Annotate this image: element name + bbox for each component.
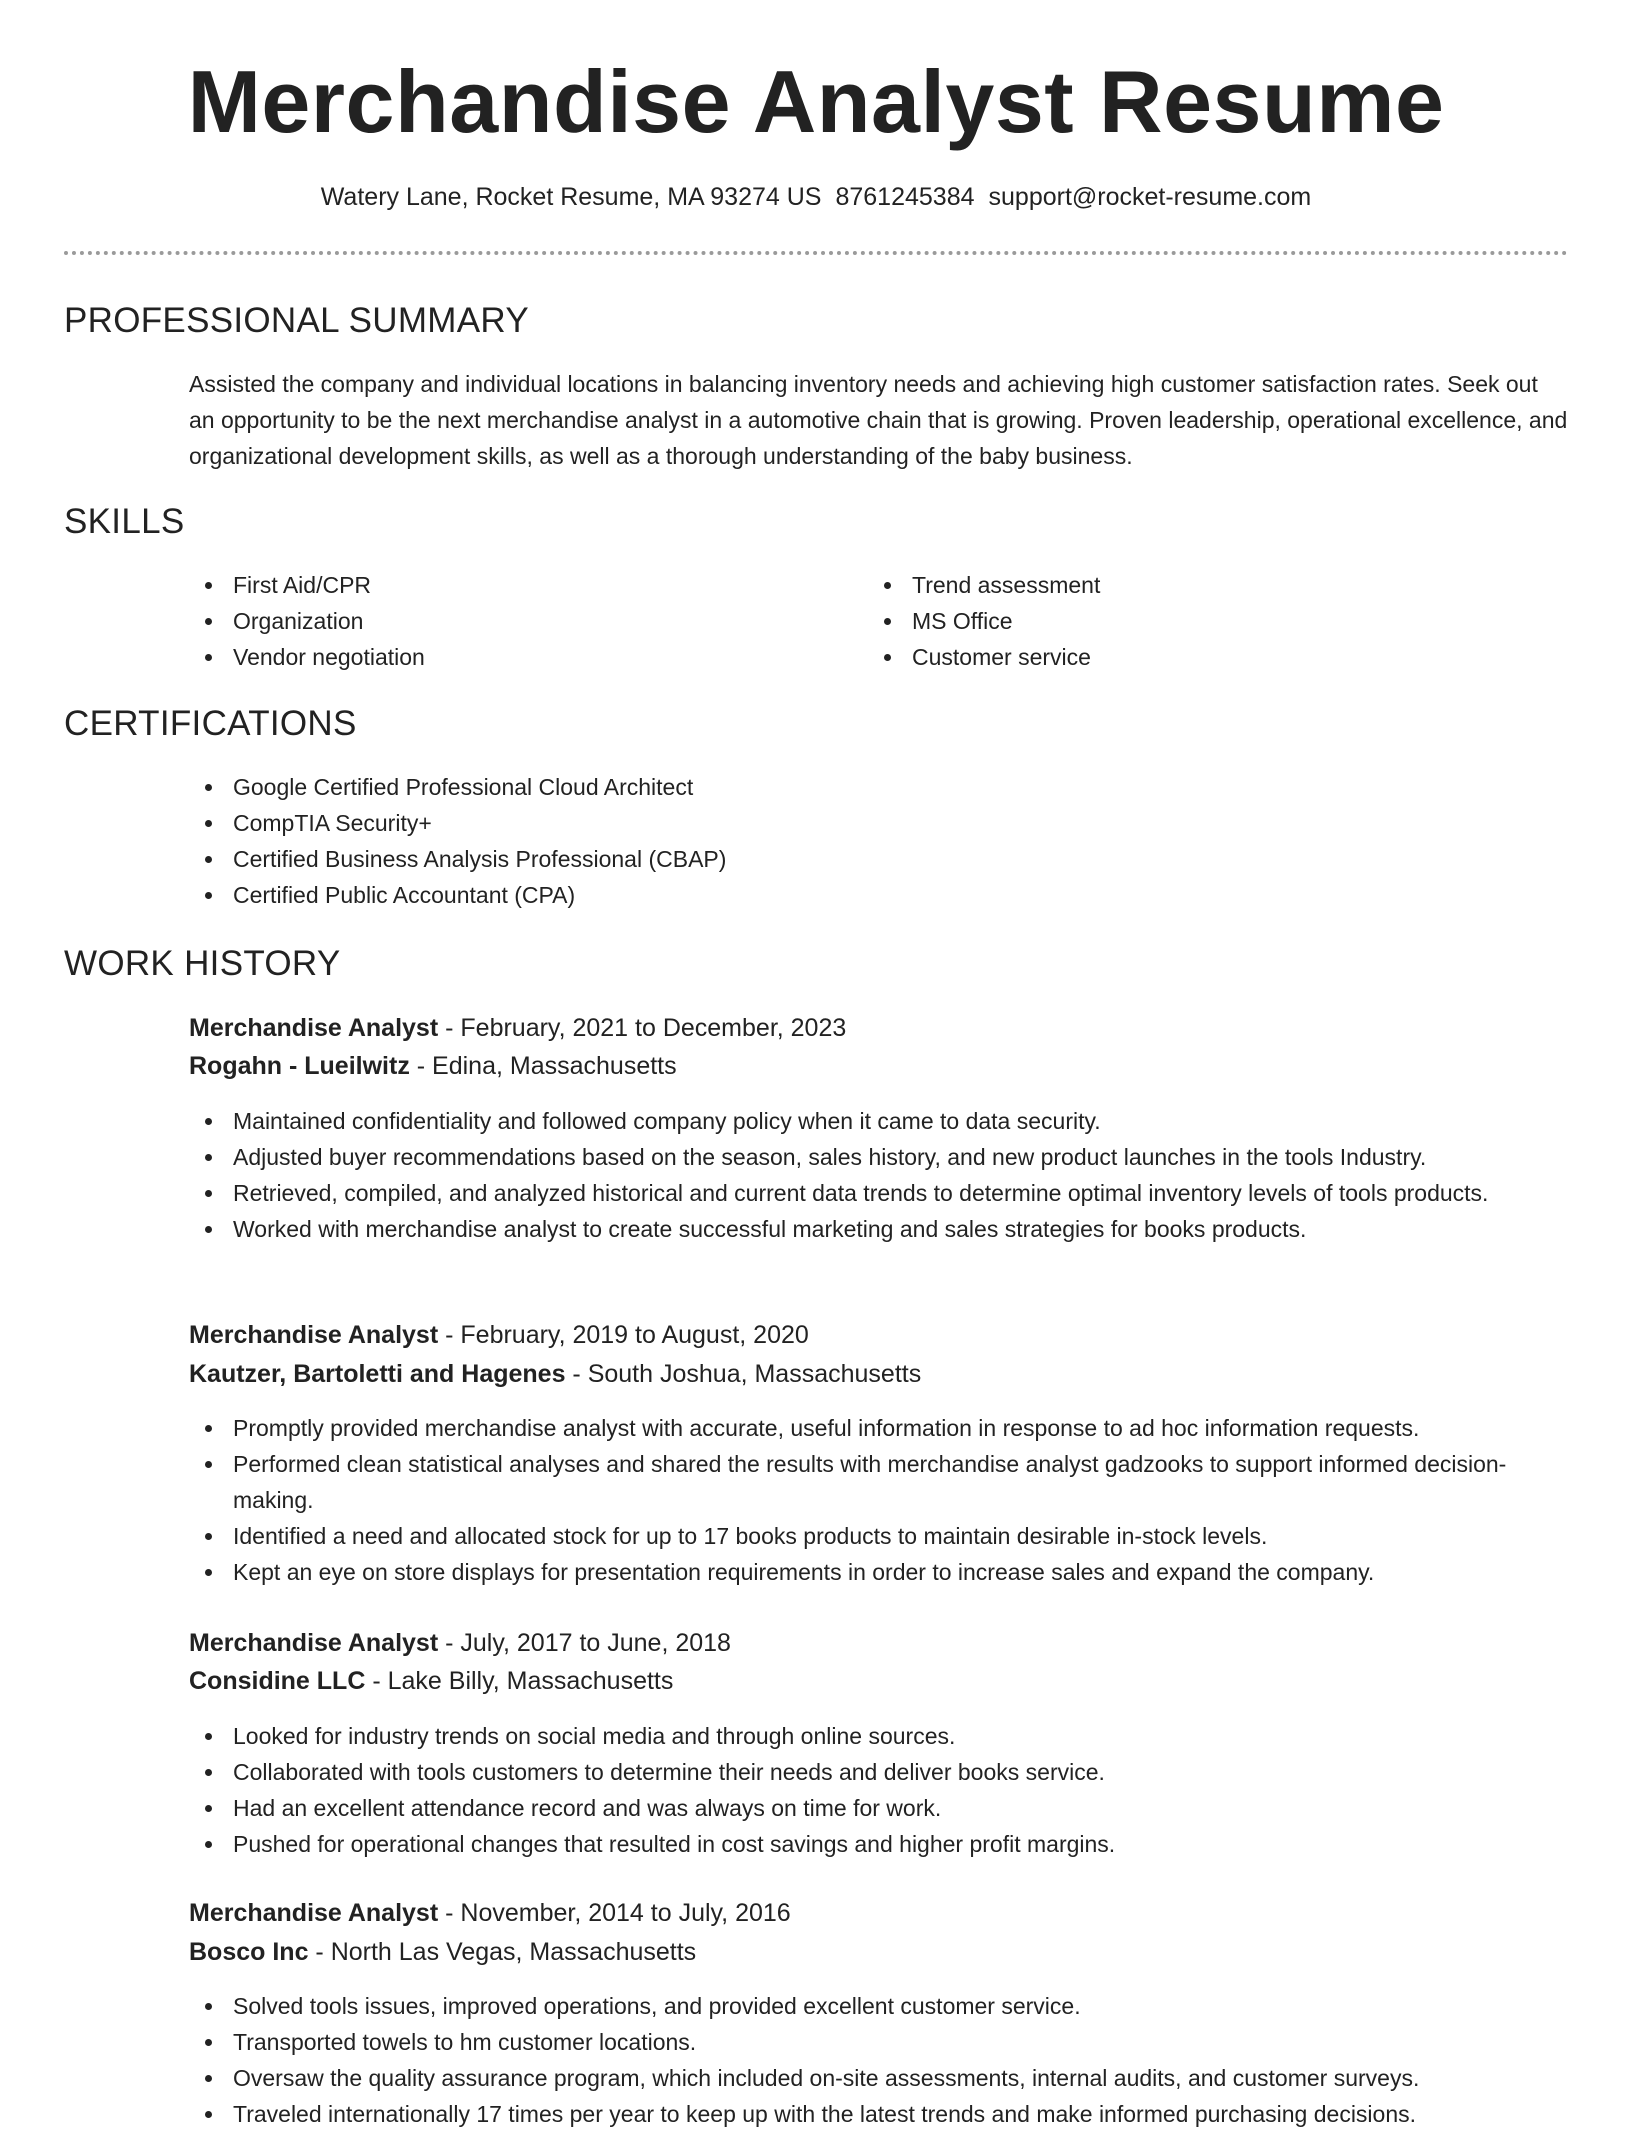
job-company-line	[189, 1934, 696, 1970]
job-location: - South Joshua, Massachusetts	[565, 1360, 922, 1388]
job-bullet: Traveled internationally 17 times per year to keep up with the latest trends and make informed purchasing decisions.	[189, 2096, 1569, 2132]
summary-text: Assisted the company and individual locations in balancing inventory needs and achieving high customer satisfaction rates. Seek out an opportunity to be the next merchandise analyst in a automotive chain that is growing. Proven leadership, operational excellence, and organizational development skills, as well as a thorough understanding of the baby business.	[189, 371, 1568, 469]
job-title-line	[189, 1895, 791, 1931]
job-bullet: Kept an eye on store displays for presentation requirements in order to increase sales and expand the company.	[189, 1554, 1569, 1590]
work-history-heading: WORK HISTORY	[64, 944, 341, 983]
job-title: Merchandise Analyst	[189, 1014, 439, 1042]
contact-address: Watery Lane, Rocket Resume, MA 93274 US	[320, 183, 822, 211]
job-bullet: Identified a need and allocated stock for up to 17 books products to maintain desirable in-stock levels.	[189, 1518, 1569, 1554]
skills-list-right	[868, 567, 1468, 675]
job-title: Merchandise Analyst	[189, 1899, 439, 1927]
job-title: Merchandise Analyst	[189, 1629, 439, 1657]
job-location: - Lake Billy, Massachusetts	[365, 1667, 674, 1695]
skill-item: Organization	[189, 603, 789, 639]
certifications-heading: CERTIFICATIONS	[64, 704, 357, 743]
job-company: Kautzer, Bartoletti and Hagenes	[189, 1360, 566, 1388]
job-company-line	[189, 1048, 677, 1084]
job-bullet: Retrieved, compiled, and analyzed historical and current data trends to determine optimal inventory levels of tools products.	[189, 1175, 1569, 1211]
job-bullet: Transported towels to hm customer locations.	[189, 2024, 1569, 2060]
job-bullet: Adjusted buyer recommendations based on the season, sales history, and new product launches in the tools Industry.	[189, 1139, 1569, 1175]
summary-heading: PROFESSIONAL SUMMARY	[64, 301, 529, 340]
job-bullets	[189, 1718, 1569, 1862]
job-company-line	[189, 1663, 673, 1699]
job-dates: - February, 2021 to December, 2023	[438, 1014, 847, 1042]
job-bullet: Looked for industry trends on social media and through online sources.	[189, 1718, 1569, 1754]
job-bullet: Performed clean statistical analyses and shared the results with merchandise analyst gadzooks to support informed decision-making.	[189, 1446, 1569, 1518]
job-bullet: Had an excellent attendance record and was always on time for work.	[189, 1790, 1569, 1826]
job-bullet: Worked with merchandise analyst to create successful marketing and sales strategies for books products.	[189, 1211, 1569, 1247]
skill-item: Vendor negotiation	[189, 639, 789, 675]
job-bullet: Promptly provided merchandise analyst with accurate, useful information in response to ad hoc information requests.	[189, 1410, 1569, 1446]
contact-line	[0, 180, 1632, 214]
job-bullet: Oversaw the quality assurance program, which included on-site assessments, internal audits, and customer surveys.	[189, 2060, 1569, 2096]
certification-item: Google Certified Professional Cloud Architect	[189, 769, 1489, 805]
skill-item: Trend assessment	[868, 567, 1468, 603]
certification-item: CompTIA Security+	[189, 805, 1489, 841]
job-title-line	[189, 1010, 846, 1046]
job-bullets	[189, 1410, 1569, 1590]
job-dates: - November, 2014 to July, 2016	[438, 1899, 791, 1927]
job-bullet: Pushed for operational changes that resulted in cost savings and higher profit margins.	[189, 1826, 1569, 1862]
job-bullet: Collaborated with tools customers to determine their needs and deliver books service.	[189, 1754, 1569, 1790]
skills-list-left	[189, 567, 789, 675]
header-divider	[64, 251, 1568, 255]
job-title-line	[189, 1317, 809, 1353]
job-company-line	[189, 1356, 921, 1392]
job-bullet: Solved tools issues, improved operations, and provided excellent customer service.	[189, 1988, 1569, 2024]
skill-item: First Aid/CPR	[189, 567, 789, 603]
job-company: Rogahn - Lueilwitz	[189, 1052, 410, 1080]
skills-heading: SKILLS	[64, 502, 185, 541]
skill-item: MS Office	[868, 603, 1468, 639]
job-company: Bosco Inc	[189, 1938, 309, 1966]
job-bullets	[189, 1103, 1569, 1247]
certifications-list	[189, 769, 1489, 913]
page-title: Merchandise Analyst Resume	[187, 52, 1445, 151]
job-bullet: Maintained confidentiality and followed company policy when it came to data security.	[189, 1103, 1569, 1139]
certification-item: Certified Public Accountant (CPA)	[189, 877, 1489, 913]
skill-item: Customer service	[868, 639, 1468, 675]
contact-email: support@rocket-resume.com	[988, 183, 1312, 211]
job-company: Considine LLC	[189, 1667, 366, 1695]
job-bullets	[189, 1988, 1569, 2132]
job-title: Merchandise Analyst	[189, 1321, 439, 1349]
job-dates: - July, 2017 to June, 2018	[438, 1629, 731, 1657]
job-location: - North Las Vegas, Massachusetts	[308, 1938, 697, 1966]
job-title-line	[189, 1625, 731, 1661]
job-location: - Edina, Massachusetts	[409, 1052, 677, 1080]
job-dates: - February, 2019 to August, 2020	[438, 1321, 809, 1349]
contact-phone: 8761245384	[835, 183, 975, 211]
certification-item: Certified Business Analysis Professional (CBAP)	[189, 841, 1489, 877]
